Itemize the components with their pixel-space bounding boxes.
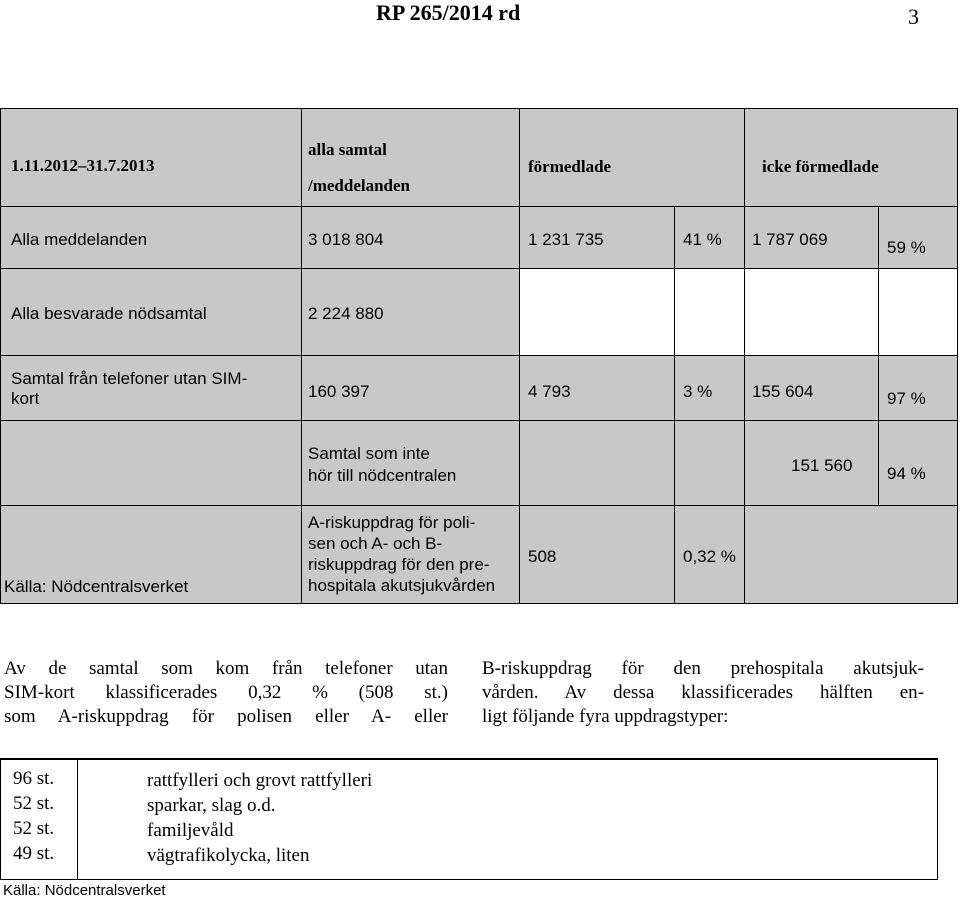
- row-non-emergency-empty-2: [519, 420, 675, 506]
- body-text-left: [4, 657, 448, 729]
- row-all-messages-total: 3 018 804: [301, 206, 520, 269]
- all-calls-label-1: alla samtal: [308, 140, 387, 159]
- mission-type: vägtrafikolycka, liten: [147, 845, 310, 866]
- row-answered-emergency-empty-2: [674, 268, 745, 356]
- body-line-left-3: som A-riskuppdrag för polisen eller A- eller: [4, 706, 448, 727]
- row-a-risk-forwarded-pct: 0,32 %: [674, 505, 745, 604]
- mission-count: 96 st.: [13, 768, 55, 789]
- row-no-sim-total: 160 397: [301, 355, 520, 421]
- not-forwarded-label: icke förmedlade: [762, 157, 879, 176]
- row-no-sim-label: Samtal från telefoner utan SIM- kort: [0, 355, 302, 421]
- row-all-messages-forwarded-pct: 41 %: [674, 206, 745, 269]
- header-all-calls: [301, 108, 520, 207]
- body-text-right: [482, 657, 924, 729]
- mission-counts: [13, 766, 54, 866]
- row-non-emergency-empty: [0, 420, 302, 506]
- document-title: RP 265/2014 rd: [376, 0, 521, 25]
- row-a-risk-source: [0, 505, 302, 604]
- mission-count: 49 st.: [13, 843, 55, 864]
- statistics-table: [0, 108, 958, 604]
- row-no-sim-not-forwarded: 155 604: [744, 355, 879, 421]
- row-no-sim-not-forwarded-pct: 97 %: [878, 355, 958, 421]
- row-all-messages-forwarded: 1 231 735: [519, 206, 675, 269]
- mission-type: rattfylleri och grovt rattfylleri: [147, 770, 373, 791]
- row-all-messages-not-forwarded: 1 787 069: [744, 206, 879, 269]
- body-line-right-2: vården. Av dessa klassificerades hälften en-: [482, 682, 924, 703]
- row-all-messages-not-forwarded-pct: 59 %: [878, 206, 958, 269]
- mission-table-divider: [77, 760, 78, 879]
- row-no-sim-forwarded: 4 793: [519, 355, 675, 421]
- mission-count: 52 st.: [13, 793, 55, 814]
- row-answered-emergency-empty-3: [744, 268, 879, 356]
- header-period: [0, 108, 302, 207]
- mission-count: 52 st.: [13, 818, 55, 839]
- table-source: Källa: Nödcentralsverket: [4, 577, 189, 596]
- row-a-risk-forwarded: 508: [519, 505, 675, 604]
- row-answered-emergency-total: 2 224 880: [301, 268, 520, 356]
- all-calls-label-2: /meddelanden: [308, 176, 411, 195]
- row-answered-emergency-empty-4: [878, 268, 958, 356]
- row-a-risk-empty: [744, 505, 958, 604]
- header-forwarded: [519, 108, 745, 207]
- forwarded-label: förmedlade: [528, 157, 612, 176]
- mission-type: familjevåld: [147, 820, 234, 841]
- body-line-left-1: Av de samtal som kom från telefoner utan: [4, 658, 448, 679]
- row-non-emergency-empty-3: [674, 420, 745, 506]
- body-line-left-2: SIM-kort klassificerades 0,32 % (508 st.): [4, 682, 448, 703]
- mission-types: [147, 768, 372, 868]
- row-answered-emergency-empty-1: [519, 268, 675, 356]
- header-not-forwarded: [744, 108, 958, 207]
- row-answered-emergency-label: Alla besvarade nödsamtal: [0, 268, 302, 356]
- body-line-right-3: ligt följande fyra uppdragstyper:: [482, 706, 729, 727]
- page-number: 3: [908, 4, 919, 29]
- mission-type-table: [0, 758, 938, 899]
- row-non-emergency-label: Samtal som inte hör till nödcentralen: [301, 420, 520, 506]
- mission-type: sparkar, slag o.d.: [147, 795, 276, 816]
- row-a-risk-label: A-riskuppdrag för poli- sen och A- och B- riskuppdrag för den pre- hospitala akutsjukvården: [301, 505, 520, 604]
- body-line-right-1: B-riskuppdrag för den prehospitala akutsjuk-: [482, 658, 924, 679]
- mission-table-source: Källa: Nödcentralsverket: [3, 882, 166, 899]
- row-no-sim-forwarded-pct: 3 %: [674, 355, 745, 421]
- period-label: 1.11.2012–31.7.2013: [11, 156, 155, 175]
- row-non-emergency-not-forwarded: 151 560: [744, 420, 879, 506]
- row-non-emergency-not-forwarded-pct: 94 %: [878, 420, 958, 506]
- row-all-messages-label: Alla meddelanden: [0, 206, 302, 269]
